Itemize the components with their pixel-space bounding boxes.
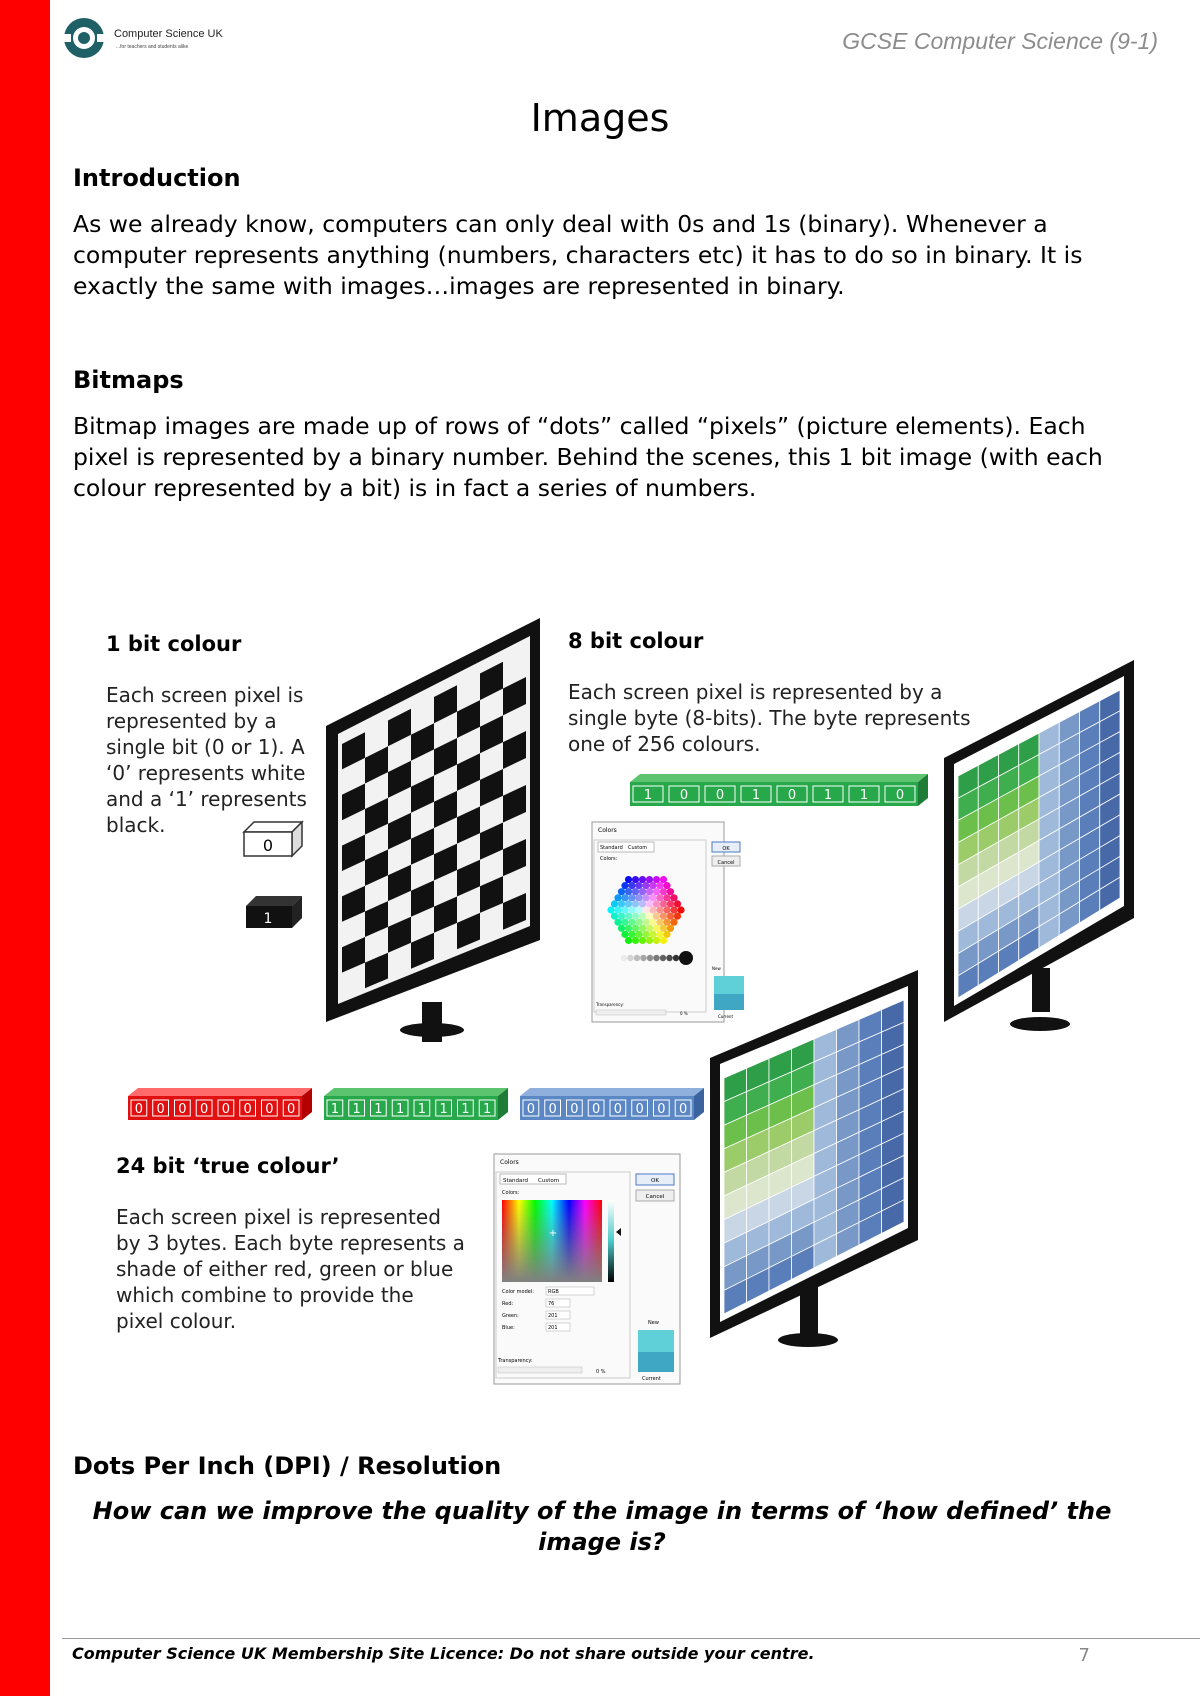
svg-text:201: 201 [548,1313,558,1319]
colour-swatch [656,931,663,938]
colour-swatch [653,876,660,883]
colour-swatch [660,937,667,944]
colour-swatch [663,894,670,901]
colour-swatch [670,906,677,913]
colour-swatch [635,882,642,889]
colour-swatch [642,931,649,938]
colour-swatch [653,888,660,895]
green-byte-bit: 1 [461,1102,470,1117]
colour-swatch [663,919,670,926]
course-title: GCSE Computer Science (9-1) [842,28,1158,54]
monitor-24bit [710,970,918,1347]
eight-bit-bit: 1 [643,788,653,803]
colour-swatch [656,882,663,889]
colour-swatch [677,906,684,913]
eight-bit-byte [630,774,928,806]
bitmaps-heading: Bitmaps [73,366,184,394]
colour-swatch [607,906,614,913]
svg-text:Colors: Colors [598,827,617,834]
colour-swatch [646,900,653,907]
colour-swatch [618,888,625,895]
svg-text:201: 201 [548,1325,558,1331]
colour-swatch [649,894,656,901]
eight-bit-title: 8 bit colour [568,629,704,653]
red-byte-bit: 0 [286,1102,296,1117]
colour-swatch [614,919,621,926]
blue-byte-bit: 0 [657,1102,666,1117]
blue-byte-bit: 0 [635,1102,644,1117]
colour-swatch [649,919,656,926]
introduction-heading: Introduction [73,164,241,192]
blue-byte-bit: 0 [591,1102,601,1117]
colour-swatch [642,882,649,889]
colour-swatch [639,912,646,919]
blue-byte-bit: 0 [613,1102,623,1117]
monitor-8bit [944,660,1134,1031]
colour-swatch [663,906,670,913]
color-dialog-large [494,1154,680,1384]
colour-swatch [660,925,667,932]
colour-swatch [642,894,649,901]
colour-swatch [635,931,642,938]
green-byte-bit: 1 [439,1102,448,1117]
eight-bit-text: Each screen pixel is represented by a single byte (8-bits). The byte represents one of 256 colours. [568,680,971,756]
red-byte-bit: 0 [199,1102,209,1117]
colour-swatch [649,931,656,938]
svg-text:Cancel: Cancel [717,860,735,866]
colour-swatch [670,919,677,926]
colour-swatch [656,906,663,913]
grey-swatch [621,955,627,961]
svg-text:Colors:: Colors: [502,1190,520,1196]
colour-swatch [653,937,660,944]
colour-swatch [660,900,667,907]
eight-bit-bit: 0 [715,788,725,803]
colour-swatch [632,912,639,919]
red-byte [128,1088,312,1120]
red-byte-bit: 0 [243,1102,252,1117]
dpi-question: How can we improve the quality of the image in terms of ‘how defined’ the image is? [92,1497,1112,1556]
colour-swatch [625,876,632,883]
svg-text:Current: Current [718,1014,734,1019]
colour-swatch [639,888,646,895]
colour-swatch [618,900,625,907]
colour-swatch [628,894,635,901]
colour-swatch [625,912,632,919]
grey-swatch [634,955,640,961]
colour-swatch [625,900,632,907]
colour-swatch [667,912,674,919]
grey-swatch [640,955,646,961]
footer-licence: Computer Science UK Membership Site Licence: Do not share outside your centre. [72,1644,815,1663]
colour-swatch [656,894,663,901]
grey-swatch [647,955,653,961]
eight-bit-bit: 0 [679,788,689,803]
colour-swatch [632,888,639,895]
colour-swatch [611,900,618,907]
monitor-1bit [326,618,540,1042]
svg-text:Transparency:: Transparency: [596,1002,624,1007]
grey-swatch [673,955,679,961]
svg-text:Standard: Standard [503,1178,529,1184]
red-byte-bit: 0 [265,1102,274,1117]
svg-text:Colors: Colors [500,1159,519,1166]
colour-swatch [628,882,635,889]
colour-swatch [642,919,649,926]
colour-swatch [639,876,646,883]
colour-swatch [632,900,639,907]
colour-swatch [670,894,677,901]
logo-subtext: ...for teachers and students alike [116,44,189,50]
colour-swatch [646,937,653,944]
colour-swatch [649,906,656,913]
color-dialog-small [592,822,744,1022]
colour-swatch [635,894,642,901]
colour-swatch [635,906,642,913]
colour-swatch [653,925,660,932]
colour-swatch [639,900,646,907]
colour-swatch [653,912,660,919]
grey-swatch [627,955,633,961]
green-byte-bit: 1 [482,1102,492,1117]
cube-white-label: 0 [262,836,274,855]
eight-bit-bit: 1 [823,788,833,803]
colour-swatch [646,912,653,919]
svg-text:New: New [648,1320,659,1326]
colour-swatch [625,937,632,944]
colour-swatch [656,919,663,926]
one-bit-text: Each screen pixel is represented by a single bit (0 or 1). A ‘0’ represents white and a ‘1’ represents black. [106,683,307,837]
svg-text:OK: OK [722,846,730,852]
blue-byte-bit: 0 [570,1102,579,1117]
colour-swatch [614,894,621,901]
eight-bit-bit: 0 [895,788,905,803]
svg-text:Current: Current [642,1376,661,1382]
colour-swatch [618,912,625,919]
red-byte-bit: 0 [178,1102,187,1117]
blue-byte-bit: 0 [526,1102,536,1117]
grey-swatch [660,955,666,961]
svg-text:+: + [548,1228,558,1239]
svg-text:Green:: Green: [502,1313,519,1319]
colour-swatch [646,876,653,883]
colour-swatch [660,888,667,895]
red-byte-bit: 0 [134,1102,144,1117]
svg-text:OK: OK [651,1178,659,1184]
svg-text:Custom: Custom [538,1178,560,1184]
eight-bit-bit: 1 [859,788,869,803]
colour-swatch [646,925,653,932]
green-byte [324,1088,508,1120]
grey-swatch [653,955,659,961]
colour-swatch [674,900,681,907]
colour-swatch [628,919,635,926]
colour-swatch [639,937,646,944]
svg-text:Blue:: Blue: [502,1325,515,1331]
green-byte-bit: 1 [330,1102,340,1117]
colour-swatch [621,894,628,901]
red-byte-bit: 0 [156,1102,165,1117]
introduction-text: As we already know, computers can only deal with 0s and 1s (binary). Whenever a computer represents anything (numbers, characters etc) it has to do so in binary. It is exactly the same with images…images are represented in binary. [73,210,1083,300]
colour-swatch [663,931,670,938]
svg-text:76: 76 [548,1301,555,1307]
footer-divider [62,1638,1200,1639]
green-byte-bit: 1 [417,1102,427,1117]
svg-text:RGB: RGB [548,1289,559,1295]
svg-text:Colors:: Colors: [600,856,618,862]
page-number: 7 [1078,1645,1090,1666]
colour-swatch [663,882,670,889]
colour-swatch [621,906,628,913]
green-byte-bit: 1 [374,1102,383,1117]
colour-swatch [632,876,639,883]
blue-byte-bit: 0 [548,1102,557,1117]
bitmaps-text: Bitmap images are made up of rows of “dots” called “pixels” (picture elements). Each pixel is represented by a binary number. Behind the scenes, this 1 bit image (with each colour represented by a bit) is in fact a series of numbers. [73,412,1103,502]
red-byte-bit: 0 [221,1102,231,1117]
colour-swatch [649,882,656,889]
colour-swatch [628,906,635,913]
colour-swatch [667,888,674,895]
svg-text:Custom: Custom [628,845,648,851]
colour-swatch [646,888,653,895]
colour-swatch [674,912,681,919]
cube-black [246,896,302,928]
svg-text:0 %: 0 % [680,1011,688,1016]
cube-black-label: 1 [263,911,273,927]
blue-byte-bit: 0 [678,1102,688,1117]
svg-text:Cancel: Cancel [645,1194,665,1200]
colour-swatch [621,931,628,938]
svg-text:New: New [712,966,721,971]
colour-swatch [625,888,632,895]
colour-swatch [632,937,639,944]
colour-swatch [660,876,667,883]
colour-swatch [611,912,618,919]
colour-swatch [635,919,642,926]
svg-text:Transparency:: Transparency: [498,1358,533,1364]
colour-swatch [621,882,628,889]
svg-text:Standard: Standard [600,845,623,851]
twentyfour-bit-text: Each screen pixel is represented by 3 bytes. Each byte represents a shade of either red, green or blue which combine to provide the pixel colour. [116,1205,465,1333]
colour-swatch [667,925,674,932]
colour-swatch [618,925,625,932]
one-bit-title: 1 bit colour [106,632,242,656]
green-byte-bit: 1 [352,1102,361,1117]
eight-bit-bit: 0 [787,788,797,803]
svg-text:Red:: Red: [502,1301,514,1307]
colour-swatch [621,919,628,926]
colour-swatch [628,931,635,938]
page-title: Images [530,96,670,140]
colour-swatch [639,925,646,932]
colour-swatch [625,925,632,932]
logo-text: Computer Science UK [114,28,223,40]
twentyfour-bit-title: 24 bit ‘true colour’ [116,1154,340,1178]
colour-swatch [660,912,667,919]
svg-text:Color model:: Color model: [502,1289,534,1295]
colour-swatch [642,906,649,913]
colour-swatch [667,900,674,907]
colour-swatch [614,906,621,913]
eight-bit-bit: 1 [751,788,761,803]
green-byte-bit: 1 [395,1102,405,1117]
svg-text:0 %: 0 % [596,1369,606,1375]
selected-swatch [679,951,693,965]
dpi-heading: Dots Per Inch (DPI) / Resolution [73,1452,502,1480]
colour-swatch [632,925,639,932]
grey-swatch [666,955,672,961]
blue-byte [520,1088,704,1120]
cube-white [244,822,302,856]
colour-swatch [653,900,660,907]
